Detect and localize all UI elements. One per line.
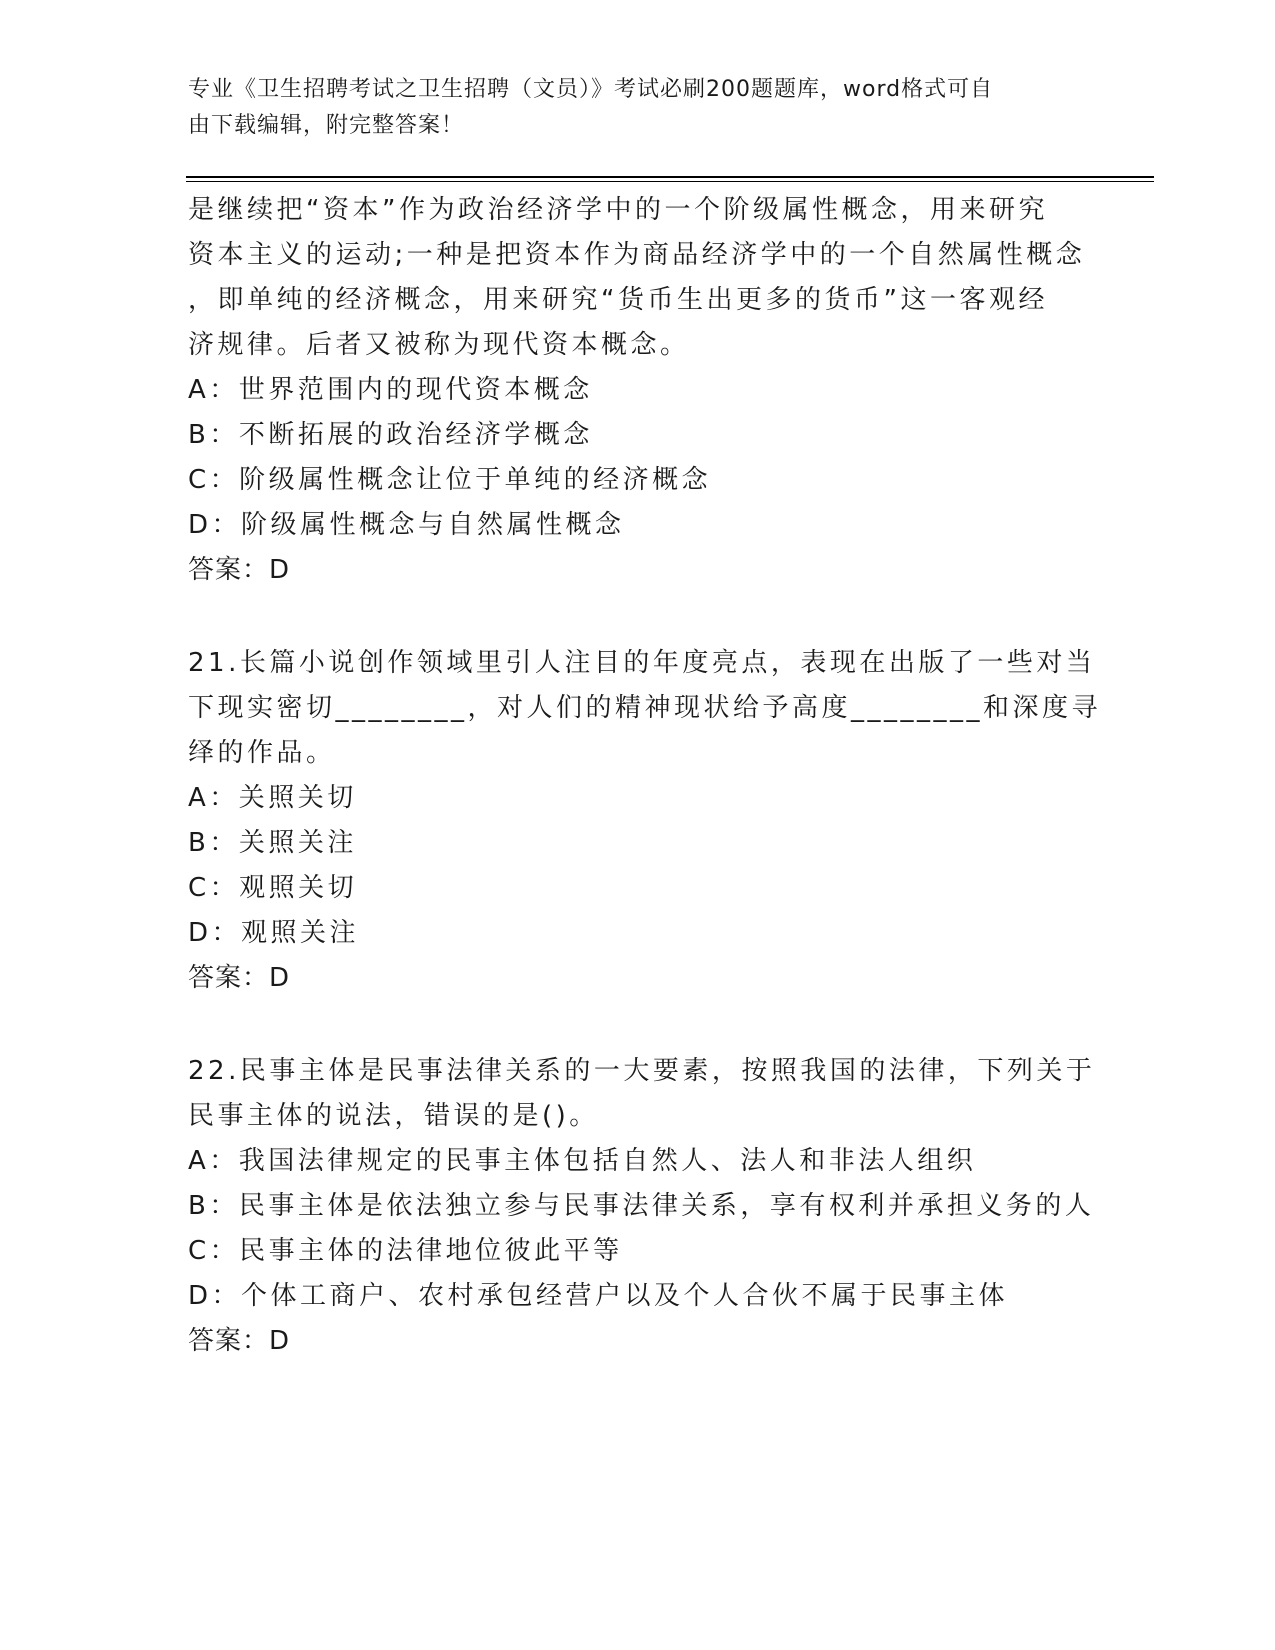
option-b: B：关照关注	[188, 828, 357, 858]
question-spacer	[188, 593, 1088, 641]
option-b: B：民事主体是依法独立参与民事法律关系，享有权利并承担义务的人	[188, 1191, 1095, 1221]
option-a: A：关照关切	[188, 783, 357, 813]
option-d: D：阶级属性概念与自然属性概念	[188, 510, 625, 540]
question-text-line: 济规律。后者又被称为现代资本概念。	[188, 330, 690, 360]
header-divider-thick	[186, 176, 1154, 178]
question-text-line: 绎的作品。	[188, 738, 336, 768]
question-text-line: ，即单纯的经济概念，用来研究“货币生出更多的货币”这一客观经	[188, 285, 1048, 315]
question-spacer	[188, 1001, 1088, 1049]
answer-line: 答案：D	[188, 963, 291, 993]
question-text-line: 22.民事主体是民事法律关系的一大要素，按照我国的法律，下列关于	[188, 1056, 1096, 1086]
header-divider-thin	[186, 181, 1154, 182]
question-22	[188, 1049, 1096, 1364]
option-c: C：阶级属性概念让位于单纯的经济概念	[188, 465, 712, 495]
answer-line: 答案：D	[188, 555, 291, 585]
option-a: A：我国法律规定的民事主体包括自然人、法人和非法人组织	[188, 1146, 977, 1176]
option-c: C：民事主体的法律地位彼此平等	[188, 1236, 623, 1266]
question-text-line: 资本主义的运动;一种是把资本作为商品经济学中的一个自然属性概念	[188, 240, 1086, 270]
option-d: D：个体工商户、农村承包经营户以及个人合伙不属于民事主体	[188, 1281, 1009, 1311]
header-line-2: 由下载编辑，附完整答案！	[188, 113, 465, 138]
question-text-line: 21.长篇小说创作领域里引人注目的年度亮点，表现在出版了一些对当	[188, 648, 1096, 678]
question-20	[188, 188, 1088, 593]
option-c: C：观照关切	[188, 873, 358, 903]
question-text-line: 民事主体的说法，错误的是()。	[188, 1101, 599, 1131]
answer-line: 答案：D	[188, 1326, 291, 1356]
question-text-line: 下现实密切________，对人们的精神现状给予高度________和深度寻	[188, 693, 1102, 723]
header-line-1: 专业《卫生招聘考试之卫生招聘（文员）》考试必刷200题题库，word格式可自	[188, 77, 994, 102]
question-list	[188, 188, 1102, 1364]
option-b: B：不断拓展的政治经济学概念	[188, 420, 593, 450]
option-a: A：世界范围内的现代资本概念	[188, 375, 593, 405]
document-header	[188, 72, 1068, 144]
question-21	[188, 641, 1102, 1001]
question-text-line: 是继续把“资本”作为政治经济学中的一个阶级属性概念，用来研究	[188, 195, 1048, 225]
option-d: D：观照关注	[188, 918, 360, 948]
